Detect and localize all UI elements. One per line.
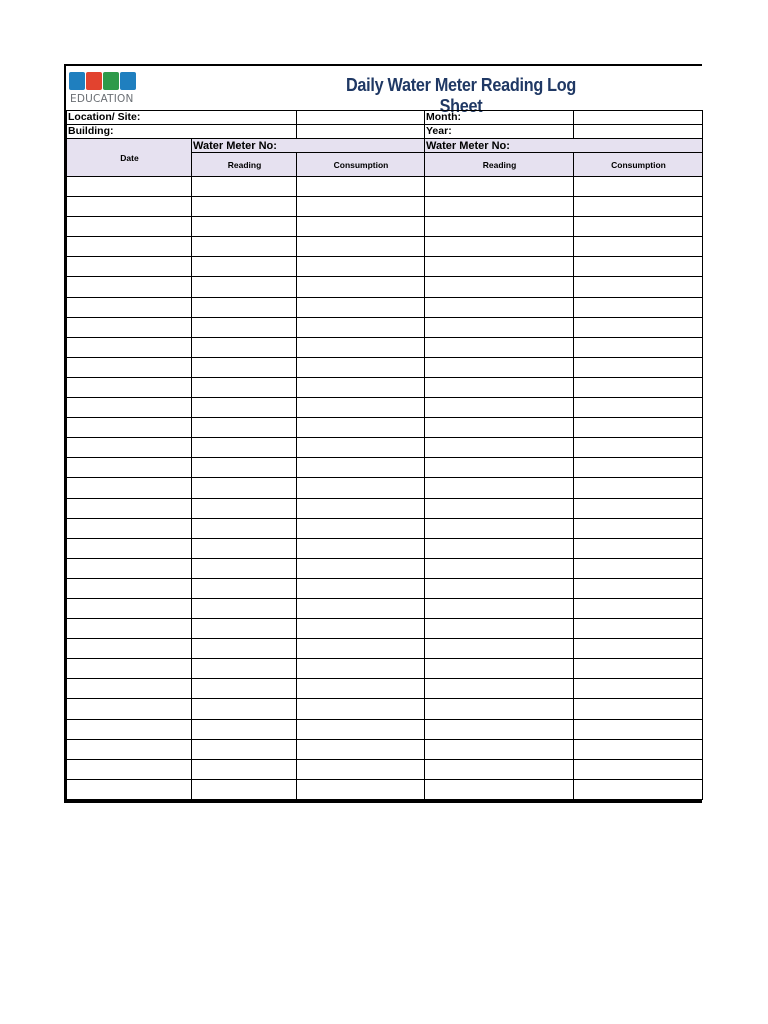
table-row (67, 418, 703, 438)
reading-1-cell[interactable] (192, 357, 297, 377)
date-cell[interactable] (67, 398, 192, 418)
year-value[interactable] (574, 125, 703, 139)
table-row (67, 659, 703, 679)
consumption-1-cell[interactable] (297, 538, 425, 558)
reading-1-cell[interactable] (192, 578, 297, 598)
table-row (67, 297, 703, 317)
reading-1-cell[interactable] (192, 619, 297, 639)
reading-2-cell[interactable] (425, 438, 574, 458)
consumption-2-cell[interactable] (574, 498, 703, 518)
table-row (67, 699, 703, 719)
reading-2-cell[interactable] (425, 498, 574, 518)
reading-2-cell[interactable] (425, 418, 574, 438)
reading-1-cell[interactable] (192, 458, 297, 478)
building-label: Building: (67, 125, 297, 139)
reading-1-cell[interactable] (192, 558, 297, 578)
consumption-header-2: Consumption (574, 153, 703, 177)
date-cell[interactable] (67, 558, 192, 578)
consumption-1-cell[interactable] (297, 418, 425, 438)
consumption-2-cell[interactable] (574, 317, 703, 337)
reading-1-cell[interactable] (192, 478, 297, 498)
table-row (67, 438, 703, 458)
reading-2-cell[interactable] (425, 659, 574, 679)
table-row (67, 458, 703, 478)
consumption-2-cell[interactable] (574, 639, 703, 659)
consumption-1-cell[interactable] (297, 438, 425, 458)
consumption-1-cell[interactable] (297, 619, 425, 639)
reading-1-cell[interactable] (192, 217, 297, 237)
table-row (67, 639, 703, 659)
consumption-1-cell[interactable] (297, 598, 425, 618)
reading-1-cell[interactable] (192, 377, 297, 397)
reading-2-cell[interactable] (425, 478, 574, 498)
table-row (67, 578, 703, 598)
reading-2-cell[interactable] (425, 779, 574, 799)
reading-2-cell[interactable] (425, 458, 574, 478)
table-row (67, 317, 703, 337)
consumption-1-cell[interactable] (297, 558, 425, 578)
date-cell[interactable] (67, 598, 192, 618)
reading-2-cell[interactable] (425, 237, 574, 257)
date-cell[interactable] (67, 478, 192, 498)
consumption-1-cell[interactable] (297, 337, 425, 357)
consumption-1-cell[interactable] (297, 297, 425, 317)
table-row (67, 558, 703, 578)
date-cell[interactable] (67, 518, 192, 538)
table-row (67, 257, 703, 277)
date-cell[interactable] (67, 679, 192, 699)
date-cell[interactable] (67, 357, 192, 377)
table-row (67, 337, 703, 357)
date-cell[interactable] (67, 177, 192, 197)
reading-1-cell[interactable] (192, 418, 297, 438)
table-row (67, 759, 703, 779)
date-cell[interactable] (67, 297, 192, 317)
reading-1-cell[interactable] (192, 197, 297, 217)
consumption-2-cell[interactable] (574, 398, 703, 418)
reading-1-cell[interactable] (192, 598, 297, 618)
location-value[interactable] (297, 111, 425, 125)
reading-1-cell[interactable] (192, 337, 297, 357)
reading-2-cell[interactable] (425, 538, 574, 558)
info-row-location (67, 111, 703, 125)
year-label: Year: (425, 125, 574, 139)
consumption-2-cell[interactable] (574, 438, 703, 458)
consumption-1-cell[interactable] (297, 518, 425, 538)
reading-2-cell[interactable] (425, 197, 574, 217)
table-row (67, 719, 703, 739)
consumption-2-cell[interactable] (574, 197, 703, 217)
table-row (67, 357, 703, 377)
consumption-2-cell[interactable] (574, 297, 703, 317)
consumption-1-cell[interactable] (297, 498, 425, 518)
reading-2-cell[interactable] (425, 377, 574, 397)
date-cell[interactable] (67, 659, 192, 679)
consumption-2-cell[interactable] (574, 739, 703, 759)
consumption-2-cell[interactable] (574, 699, 703, 719)
gems-logo-mark (69, 72, 149, 92)
table-row (67, 237, 703, 257)
reading-1-cell[interactable] (192, 297, 297, 317)
reading-1-cell[interactable] (192, 538, 297, 558)
reading-2-cell[interactable] (425, 759, 574, 779)
consumption-1-cell[interactable] (297, 639, 425, 659)
consumption-2-cell[interactable] (574, 679, 703, 699)
reading-1-cell[interactable] (192, 438, 297, 458)
consumption-2-cell[interactable] (574, 578, 703, 598)
date-cell[interactable] (67, 217, 192, 237)
table-row (67, 779, 703, 799)
reading-2-cell[interactable] (425, 578, 574, 598)
reading-1-cell[interactable] (192, 639, 297, 659)
date-cell[interactable] (67, 619, 192, 639)
consumption-2-cell[interactable] (574, 277, 703, 297)
table-row (67, 398, 703, 418)
logo-letter-m (103, 72, 119, 90)
consumption-2-cell[interactable] (574, 478, 703, 498)
date-cell[interactable] (67, 277, 192, 297)
reading-2-cell[interactable] (425, 217, 574, 237)
consumption-1-cell[interactable] (297, 679, 425, 699)
reading-1-cell[interactable] (192, 398, 297, 418)
reading-2-cell[interactable] (425, 297, 574, 317)
reading-header-2: Reading (425, 153, 574, 177)
date-cell[interactable] (67, 197, 192, 217)
date-cell[interactable] (67, 779, 192, 799)
gems-education-logo (69, 72, 149, 108)
reading-2-cell[interactable] (425, 337, 574, 357)
consumption-1-cell[interactable] (297, 659, 425, 679)
consumption-1-cell[interactable] (297, 398, 425, 418)
consumption-2-cell[interactable] (574, 538, 703, 558)
consumption-1-cell[interactable] (297, 237, 425, 257)
table-row (67, 478, 703, 498)
log-sheet (64, 64, 702, 803)
reading-header-1: Reading (192, 153, 297, 177)
date-cell[interactable] (67, 237, 192, 257)
consumption-1-cell[interactable] (297, 257, 425, 277)
date-cell[interactable] (67, 578, 192, 598)
consumption-1-cell[interactable] (297, 197, 425, 217)
consumption-2-cell[interactable] (574, 659, 703, 679)
meter-number-row (67, 139, 703, 153)
date-cell[interactable] (67, 418, 192, 438)
water-meter-1-label[interactable]: Water Meter No: (192, 139, 425, 153)
location-label: Location/ Site: (67, 111, 297, 125)
reading-1-cell[interactable] (192, 237, 297, 257)
table-row (67, 498, 703, 518)
reading-1-cell[interactable] (192, 317, 297, 337)
reading-2-cell[interactable] (425, 357, 574, 377)
date-cell[interactable] (67, 699, 192, 719)
reading-2-cell[interactable] (425, 619, 574, 639)
table-row (67, 518, 703, 538)
reading-1-cell[interactable] (192, 719, 297, 739)
table-row (67, 598, 703, 618)
consumption-1-cell[interactable] (297, 478, 425, 498)
reading-1-cell[interactable] (192, 277, 297, 297)
date-cell[interactable] (67, 317, 192, 337)
consumption-2-cell[interactable] (574, 377, 703, 397)
consumption-1-cell[interactable] (297, 739, 425, 759)
date-cell[interactable] (67, 337, 192, 357)
reading-1-cell[interactable] (192, 739, 297, 759)
consumption-2-cell[interactable] (574, 357, 703, 377)
consumption-2-cell[interactable] (574, 257, 703, 277)
consumption-2-cell[interactable] (574, 619, 703, 639)
date-cell[interactable] (67, 719, 192, 739)
reading-2-cell[interactable] (425, 739, 574, 759)
consumption-1-cell[interactable] (297, 377, 425, 397)
consumption-2-cell[interactable] (574, 237, 703, 257)
reading-1-cell[interactable] (192, 177, 297, 197)
reading-1-cell[interactable] (192, 257, 297, 277)
consumption-2-cell[interactable] (574, 779, 703, 799)
logo-letter-e (86, 72, 102, 90)
reading-2-cell[interactable] (425, 719, 574, 739)
table-row (67, 739, 703, 759)
reading-2-cell[interactable] (425, 598, 574, 618)
consumption-1-cell[interactable] (297, 578, 425, 598)
reading-2-cell[interactable] (425, 699, 574, 719)
consumption-1-cell[interactable] (297, 699, 425, 719)
consumption-1-cell[interactable] (297, 317, 425, 337)
consumption-1-cell[interactable] (297, 177, 425, 197)
date-cell[interactable] (67, 377, 192, 397)
table-row (67, 619, 703, 639)
info-row-building (67, 125, 703, 139)
consumption-1-cell[interactable] (297, 357, 425, 377)
reading-2-cell[interactable] (425, 679, 574, 699)
date-cell[interactable] (67, 759, 192, 779)
consumption-1-cell[interactable] (297, 217, 425, 237)
consumption-2-cell[interactable] (574, 458, 703, 478)
consumption-2-cell[interactable] (574, 719, 703, 739)
date-cell[interactable] (67, 639, 192, 659)
consumption-2-cell[interactable] (574, 518, 703, 538)
consumption-2-cell[interactable] (574, 177, 703, 197)
consumption-2-cell[interactable] (574, 217, 703, 237)
table-row (67, 217, 703, 237)
reading-2-cell[interactable] (425, 398, 574, 418)
consumption-1-cell[interactable] (297, 759, 425, 779)
table-row (67, 377, 703, 397)
month-value[interactable] (574, 111, 703, 125)
table-row (67, 277, 703, 297)
water-meter-2-label[interactable]: Water Meter No: (425, 139, 703, 153)
logo-letter-g (69, 72, 85, 90)
table-row (67, 538, 703, 558)
consumption-2-cell[interactable] (574, 337, 703, 357)
consumption-1-cell[interactable] (297, 277, 425, 297)
consumption-1-cell[interactable] (297, 719, 425, 739)
date-cell[interactable] (67, 538, 192, 558)
meter-log-table (66, 110, 703, 800)
building-value[interactable] (297, 125, 425, 139)
reading-2-cell[interactable] (425, 639, 574, 659)
reading-1-cell[interactable] (192, 679, 297, 699)
consumption-header-1: Consumption (297, 153, 425, 177)
date-cell[interactable] (67, 498, 192, 518)
consumption-2-cell[interactable] (574, 759, 703, 779)
page-title: Daily Water Meter Reading Log Sheet (345, 75, 577, 116)
date-cell[interactable] (67, 257, 192, 277)
reading-1-cell[interactable] (192, 518, 297, 538)
table-row (67, 177, 703, 197)
date-cell[interactable] (67, 458, 192, 478)
date-header: Date (67, 139, 192, 177)
reading-2-cell[interactable] (425, 558, 574, 578)
reading-1-cell[interactable] (192, 659, 297, 679)
consumption-2-cell[interactable] (574, 418, 703, 438)
reading-2-cell[interactable] (425, 317, 574, 337)
consumption-2-cell[interactable] (574, 558, 703, 578)
logo-letter-s (120, 72, 136, 90)
date-cell[interactable] (67, 739, 192, 759)
reading-1-cell[interactable] (192, 759, 297, 779)
reading-1-cell[interactable] (192, 779, 297, 799)
table-row (67, 679, 703, 699)
consumption-1-cell[interactable] (297, 458, 425, 478)
reading-1-cell[interactable] (192, 498, 297, 518)
reading-2-cell[interactable] (425, 257, 574, 277)
consumption-2-cell[interactable] (574, 598, 703, 618)
date-cell[interactable] (67, 438, 192, 458)
reading-2-cell[interactable] (425, 518, 574, 538)
reading-1-cell[interactable] (192, 699, 297, 719)
month-label: Month: (425, 111, 574, 125)
logo-subtitle: EDUCATION (70, 93, 134, 105)
reading-2-cell[interactable] (425, 177, 574, 197)
table-row (67, 197, 703, 217)
reading-2-cell[interactable] (425, 277, 574, 297)
consumption-1-cell[interactable] (297, 779, 425, 799)
